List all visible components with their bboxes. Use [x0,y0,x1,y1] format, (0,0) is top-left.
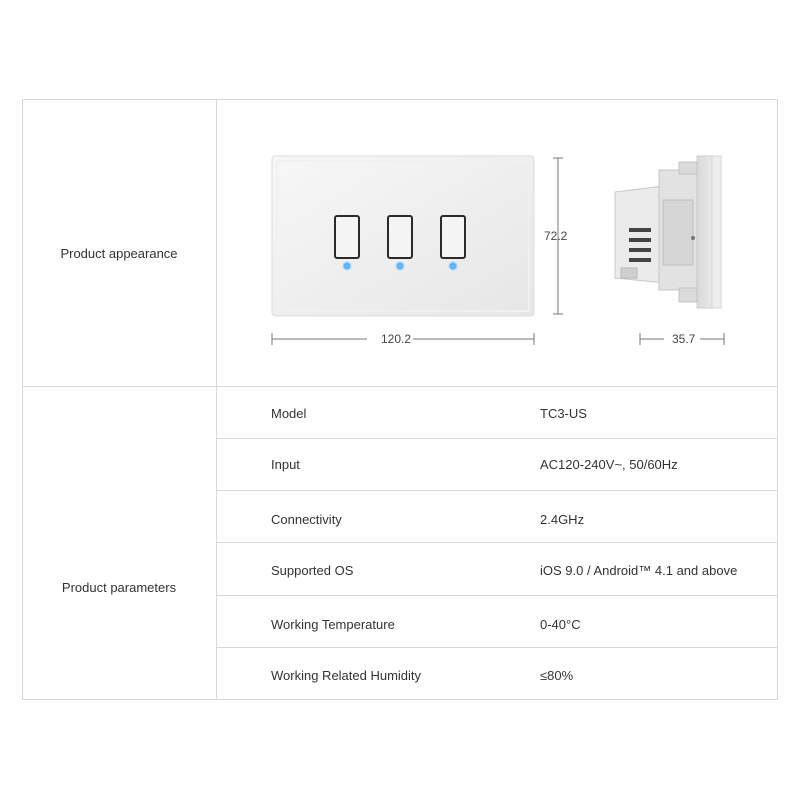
table-row [216,387,778,439]
height-dimension-label: 72.2 [544,229,568,243]
parameters-label: Product parameters [61,580,177,595]
switch-side-view [615,156,721,308]
table-row [216,491,778,543]
appearance-label: Product appearance [60,246,178,261]
param-key: Supported OS [271,563,354,578]
param-key: Model [271,406,307,421]
param-value: ≤80% [540,668,574,683]
param-value: TC3-US [540,406,587,421]
table-row [216,648,778,700]
param-key: Working Temperature [271,617,395,632]
depth-dimension-label: 35.7 [672,332,696,346]
param-key: Input [271,457,300,472]
table-row [216,543,778,595]
param-value: AC120-240V~, 50/60Hz [540,457,678,472]
param-key: Working Related Humidity [271,668,422,683]
param-value: 2.4GHz [540,512,585,527]
param-value: iOS 9.0 / Android™ 4.1 and above [540,563,738,578]
width-dimension-label: 120.2 [381,332,412,346]
param-value: 0-40°C [540,617,581,632]
switch-front-view [272,156,534,316]
table-row [216,439,778,491]
table-row [216,596,778,648]
param-key: Connectivity [271,512,342,527]
